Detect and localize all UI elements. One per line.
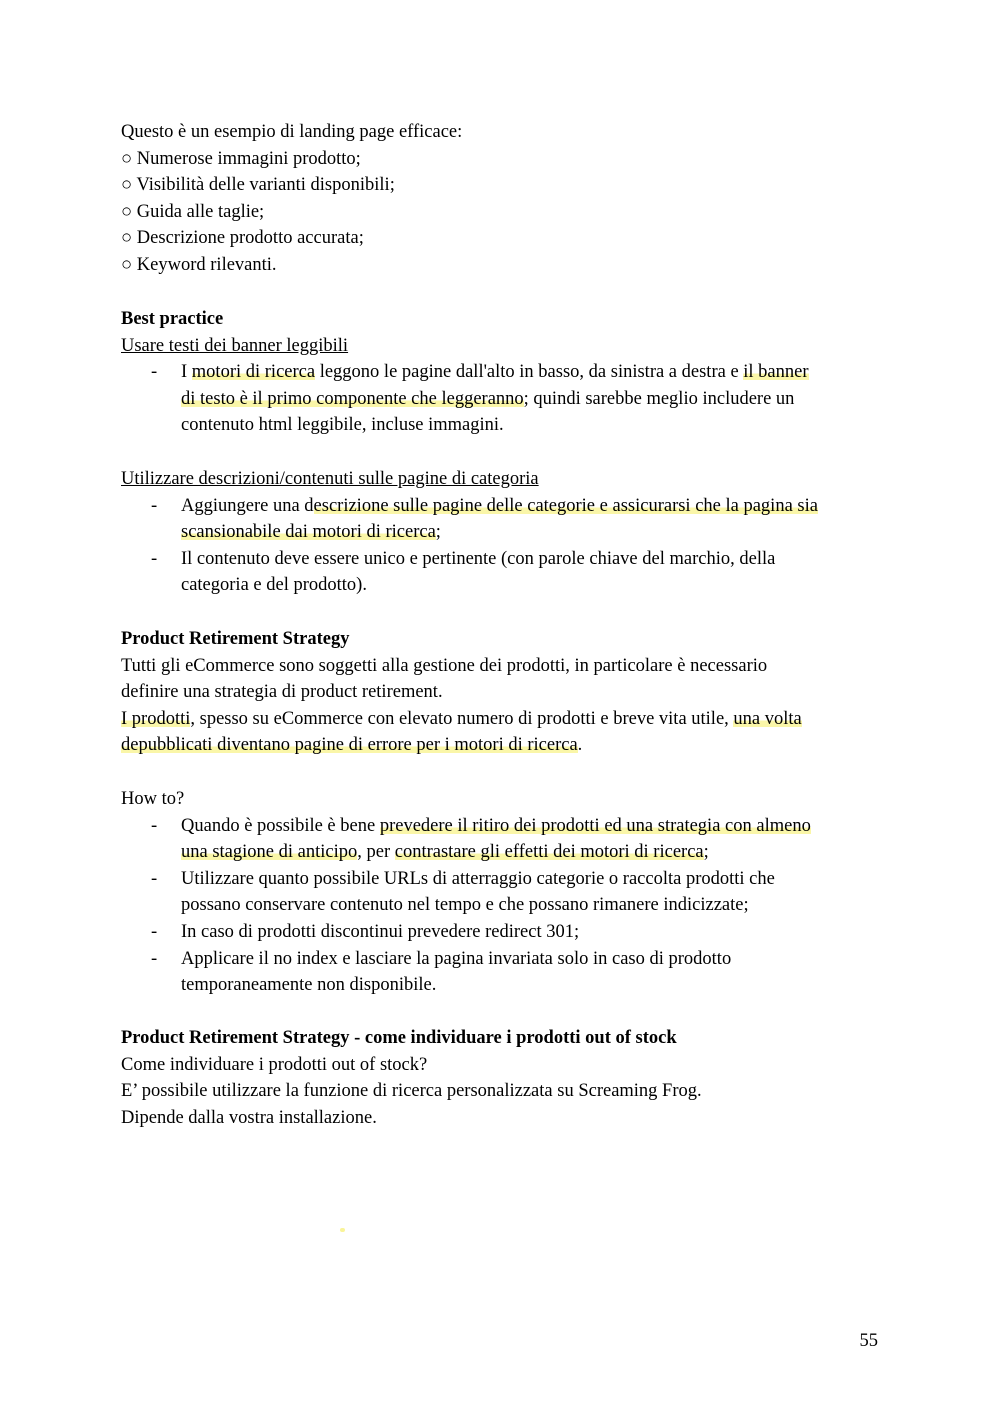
text-run: , spesso su eCommerce con elevato numero di prodotti e breve vita utile,	[190, 708, 734, 729]
text-run: Quando è possibile è bene	[181, 815, 380, 836]
text-line: In caso di prodotti discontinui prevedere redirect 301;	[181, 921, 580, 942]
text-run: leggono le pagine dall'alto in basso, da sinistra a destra e	[315, 362, 744, 383]
intro-section	[121, 119, 881, 279]
page-number: 55	[859, 1331, 878, 1351]
howto-section	[121, 786, 881, 999]
out-of-stock-heading: Product Retirement Strategy - come individuare i prodotti out of stock	[121, 1028, 677, 1048]
text-line: Utilizzare quanto possibile URLs di atterraggio categorie o raccolta prodotti che	[181, 868, 775, 889]
highlighted-text: contrastare gli effetti dei motori di ricerca	[394, 842, 704, 863]
highlighted-text: di testo è il primo componente che leggeranno	[181, 388, 524, 409]
intro-list-item: ○ Keyword rilevanti.	[121, 254, 277, 275]
intro-lead: Questo è un esempio di landing page efficace:	[121, 122, 463, 142]
best-practice-section	[121, 306, 881, 439]
bullet-dash: -	[151, 815, 158, 836]
highlight-speck	[340, 1228, 345, 1232]
retirement-section	[121, 626, 881, 759]
bullet-item	[121, 546, 881, 599]
bullet-item	[121, 359, 881, 439]
highlighted-text: una volta	[733, 708, 802, 729]
bullet-dash: -	[151, 921, 158, 942]
bullet-dash: -	[151, 362, 158, 383]
text-run: ;	[703, 842, 709, 863]
highlighted-text: prevedere il ritiro dei prodotti ed una strategia con almeno	[379, 815, 811, 836]
text-run: ;	[435, 522, 441, 543]
bullet-item	[121, 493, 881, 546]
highlighted-text: depubblicati diventano pagine di errore per i motori di ricerca	[121, 735, 578, 756]
highlighted-text: scansionabile dai motori di ricerca	[181, 522, 436, 543]
text-line: categoria e del prodotto).	[181, 575, 367, 596]
text-line: E’ possibile utilizzare la funzione di ricerca personalizzata su Screaming Frog.	[121, 1081, 702, 1102]
text-line: Applicare il no index e lasciare la pagina invariata solo in caso di prodotto	[181, 948, 732, 969]
bullet-item	[121, 813, 881, 866]
intro-list-item: ○ Guida alle taglie;	[121, 201, 265, 222]
intro-list-item: ○ Descrizione prodotto accurata;	[121, 228, 364, 249]
text-line: possano conservare contenuto nel tempo e che possano rimanere indicizzate;	[181, 895, 749, 916]
highlighted-text: I prodotti	[121, 708, 191, 729]
text-line: Il contenuto deve essere unico e pertinente (con parole chiave del marchio, della	[181, 548, 776, 569]
bullet-dash: -	[151, 495, 158, 516]
text-line: Dipende dalla vostra installazione.	[121, 1107, 377, 1128]
bullet-item	[121, 919, 881, 946]
text-line: Come individuare i prodotti out of stock?	[121, 1054, 428, 1075]
highlighted-text: motori di ricerca	[191, 362, 316, 383]
retirement-heading: Product Retirement Strategy	[121, 629, 350, 649]
text-run: I	[181, 362, 192, 383]
banner-subheading: Usare testi dei banner leggibili	[121, 335, 349, 356]
category-section	[121, 466, 881, 599]
bullet-item	[121, 866, 881, 919]
bullet-dash: -	[151, 868, 158, 889]
category-subheading: Utilizzare descrizioni/contenuti sulle pagine di categoria	[121, 469, 539, 489]
highlighted-text: il banner	[743, 362, 809, 383]
howto-title: How to?	[121, 789, 185, 809]
text-run: , per	[357, 842, 395, 863]
bullet-item	[121, 946, 881, 999]
out-of-stock-section	[121, 1025, 881, 1131]
highlighted-text: escrizione sulle pagine delle categorie e assicurarsi che la pagina sia	[313, 495, 818, 516]
best-practice-heading: Best practice	[121, 309, 224, 329]
text-run: Aggiungere una d	[181, 495, 314, 516]
text-line: definire una strategia di product retirement.	[121, 682, 443, 703]
intro-list-item: ○ Visibilità delle varianti disponibili;	[121, 175, 395, 196]
bullet-dash: -	[151, 948, 158, 969]
bullet-dash: -	[151, 548, 158, 569]
text-line: Tutti gli eCommerce sono soggetti alla gestione dei prodotti, in particolare è necessario	[121, 655, 768, 676]
text-line: temporaneamente non disponibile.	[181, 975, 437, 996]
text-line: contenuto html leggibile, incluse immagini.	[181, 415, 504, 436]
text-run: .	[577, 735, 583, 756]
intro-list-item: ○ Numerose immagini prodotto;	[121, 148, 361, 169]
text-run: ; quindi sarebbe meglio includere un	[523, 388, 795, 409]
highlighted-text: una stagione di anticipo	[181, 842, 358, 863]
